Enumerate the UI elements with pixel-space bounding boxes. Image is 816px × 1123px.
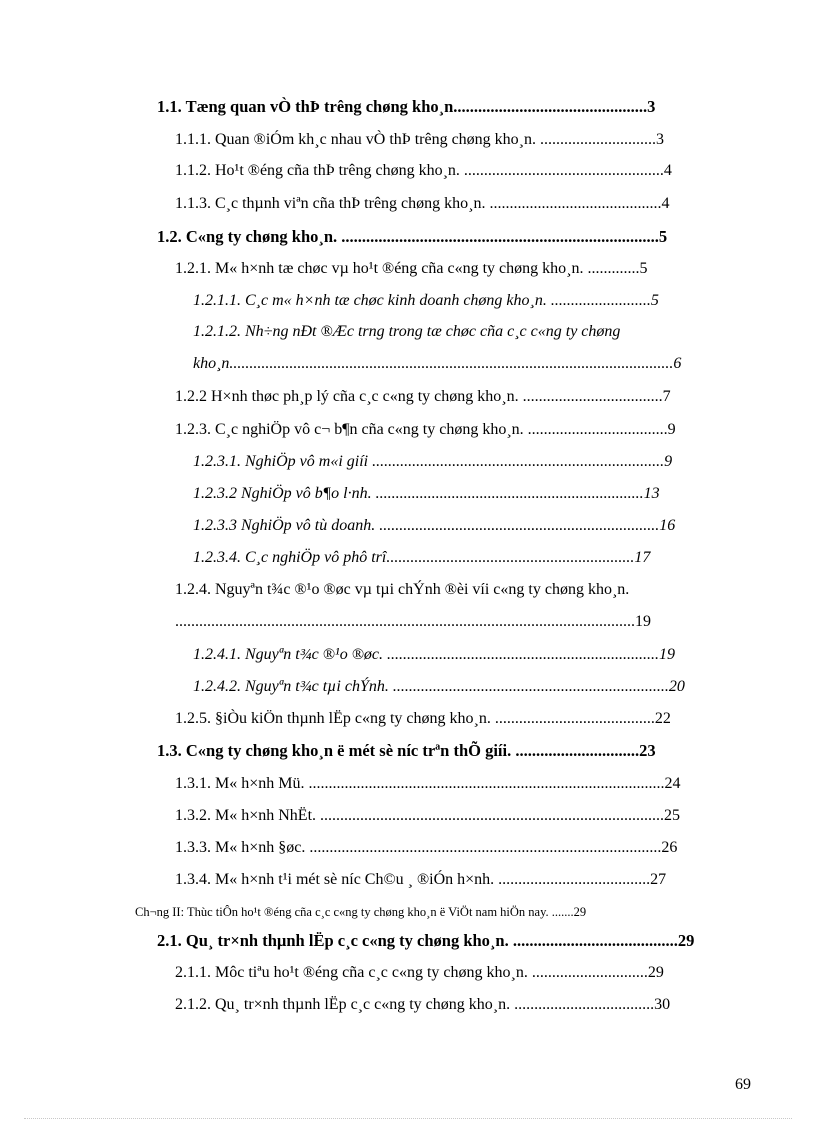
- toc-entry-level-2: 1.2.2 H×nh thøc ph¸p lý cña c¸c c«ng ty chøng kho¸n. ...................................7: [175, 388, 671, 405]
- toc-entry-level-3: 1.2.4.2. Nguyªn t¾c tµi chÝnh. .....................................................................20: [193, 678, 685, 695]
- toc-entry-level-3: 1.2.3.1. NghiÖp vô m«i giíi .........................................................................9: [193, 453, 673, 470]
- toc-entry-level-3: 1.2.3.2 NghiÖp vô b¶o l·nh. ...................................................................13: [193, 485, 660, 502]
- toc-entry-level-2: 1.3.4. M« h×nh t¹i mét sè níc Ch©u ¸ ®iÓn h×nh. ......................................27: [175, 871, 667, 888]
- toc-entry-level-3: 1.2.3.4. C¸c nghiÖp vô phô trî..............................................................17: [193, 549, 651, 566]
- toc-entry-level-1: 1.2. C«ng ty chøng kho¸n. .............................................................................5: [157, 227, 668, 246]
- toc-entry-level-2: 1.1.3. C¸c thµnh viªn cña thÞ trêng chøng kho¸n. ...........................................4: [175, 195, 670, 212]
- toc-entry-level-3: kho¸n...............................................................................................................6: [193, 355, 682, 372]
- toc-entry-level-2: 1.1.2. Ho¹t ®éng cña thÞ trêng chøng kho¸n. ..................................................4: [175, 162, 672, 179]
- page-number: 69: [735, 1076, 751, 1093]
- toc-entry-level-3: 1.2.3.3 NghiÖp vô tù doanh. ......................................................................16: [193, 517, 676, 534]
- toc-entry-level-2: 1.2.3. C¸c nghiÖp vô c¬ b¶n cña c«ng ty chøng kho¸n. ...................................9: [175, 421, 676, 438]
- toc-entry-level-2: 2.1.2. Qu¸ tr×nh thµnh lËp c¸c c«ng ty chøng kho¸n. ...................................30: [175, 996, 671, 1013]
- toc-entry-level-3: 1.2.1.2. Nh÷ng nÐt ®Æc trng trong tæ chøc cña c¸c c«ng ty chøng: [193, 323, 621, 340]
- toc-entry-level-2: 1.3.1. M« h×nh Mü. .........................................................................................24: [175, 775, 681, 792]
- toc-entry-level-2: 1.2.4. Nguyªn t¾c ®¹o ®øc vµ tµi chÝnh ®èi víi c«ng ty chøng kho¸n.: [175, 581, 630, 598]
- toc-entry-level-2: 1.2.5. §iÒu kiÖn thµnh lËp c«ng ty chøng kho¸n. ........................................22: [175, 710, 671, 727]
- toc-entry-level-1: 1.1. Tæng quan vÒ thÞ trêng chøng kho¸n...............................................3: [157, 97, 656, 116]
- toc-entry-level-2: ...................................................................................................................19: [175, 613, 651, 630]
- toc-entry-level-2: 1.1.1. Quan ®iÓm kh¸c nhau vÒ thÞ trêng chøng kho¸n. .............................3: [175, 131, 664, 148]
- toc-chapter-entry: Ch¬ng II: Thùc tiÔn ho¹t ®éng cña c¸c c«ng ty chøng kho¸n ë ViÖt nam hiÖn nay. .......29: [135, 905, 587, 919]
- toc-entry-level-2: 1.3.2. M« h×nh NhËt. ......................................................................................25: [175, 807, 681, 824]
- toc-entry-level-2: 2.1.1. Môc tiªu ho¹t ®éng cña c¸c c«ng ty chøng kho¸n. .............................29: [175, 964, 664, 981]
- toc-entry-level-2: 1.2.1. M« h×nh tæ chøc vµ ho¹t ®éng cña c«ng ty chøng kho¸n. .............5: [175, 260, 648, 277]
- toc-entry-level-2: 1.3.3. M« h×nh §øc. ........................................................................................26: [175, 839, 678, 856]
- page-bottom-rule: [24, 1118, 792, 1119]
- toc-entry-level-3: 1.2.1.1. C¸c m« h×nh tæ chøc kinh doanh chøng kho¸n. .........................5: [193, 292, 659, 309]
- toc-entry-level-3: 1.2.4.1. Nguyªn t¾c ®¹o ®øc. ....................................................................19: [193, 646, 675, 663]
- toc-entry-level-1: 1.3. C«ng ty chøng kho¸n ë mét sè níc trªn thÕ giíi. ..............................23: [157, 741, 656, 760]
- toc-entry-level-1: 2.1. Qu¸ tr×nh thµnh lËp c¸c c«ng ty chøng kho¸n. ........................................29: [157, 931, 695, 950]
